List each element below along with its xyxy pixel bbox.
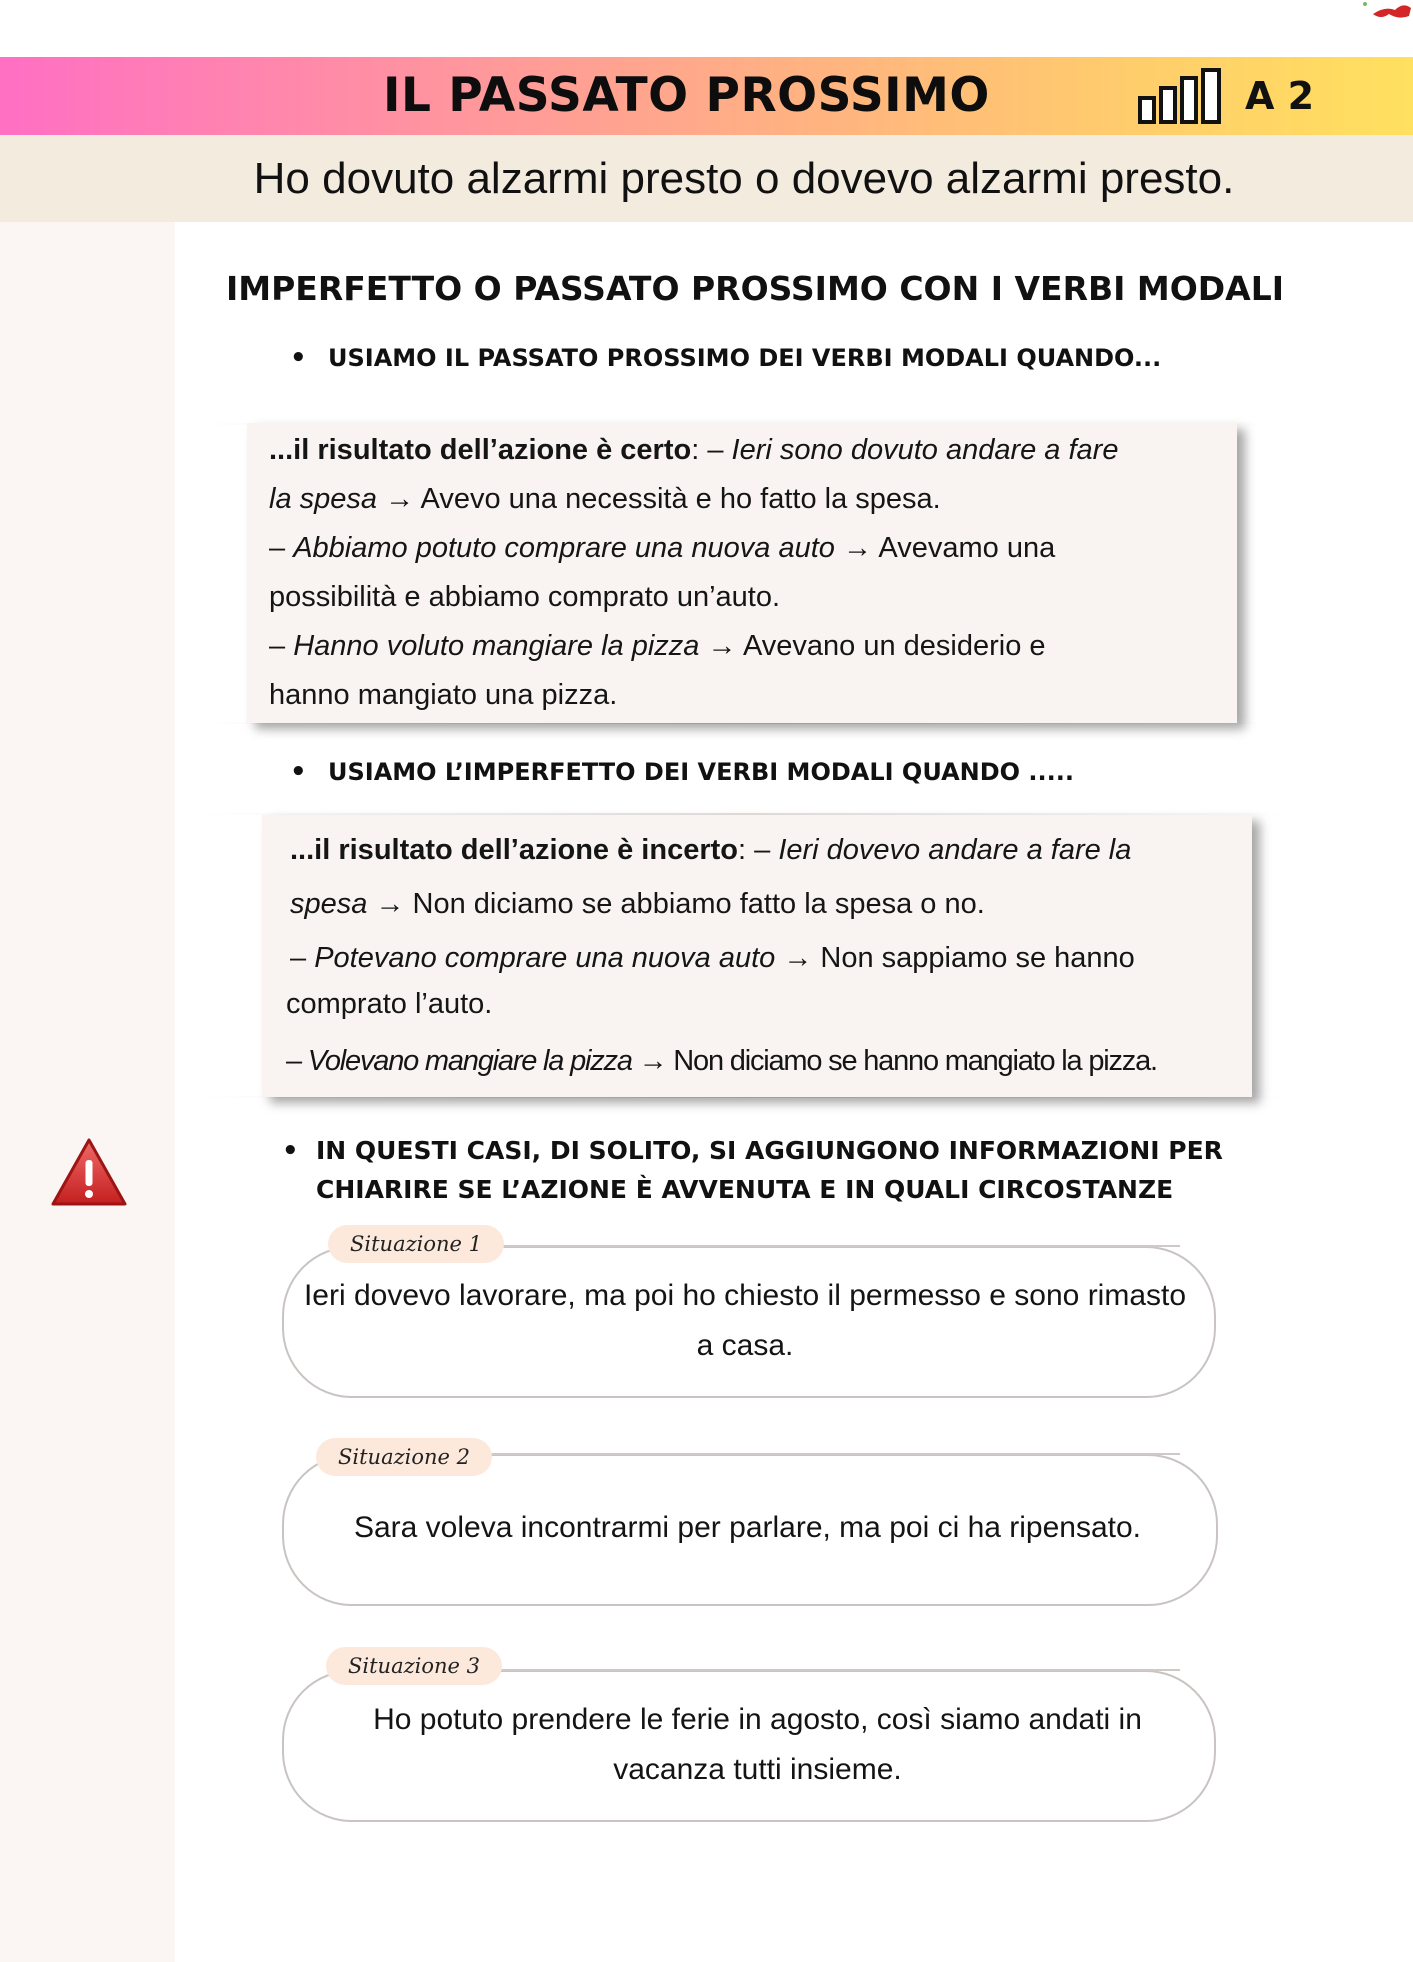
- bullet-dot: •: [290, 757, 307, 787]
- example-box-uncertain: [262, 815, 1252, 1097]
- lead-text: ...il risultato dell’azione è certo: [269, 434, 692, 466]
- page-subtitle: Ho dovuto alzarmi presto o dovevo alzarmi presto.: [253, 154, 1235, 203]
- situation-tag-2: Situazione 2: [316, 1438, 492, 1476]
- example-line: hanno mangiato una pizza.: [269, 679, 618, 711]
- section-title: IMPERFETTO O PASSATO PROSSIMO CON I VERBI MODALI: [226, 269, 1285, 308]
- signal-bars-icon: [1137, 68, 1227, 126]
- example-line: – Abbiamo potuto comprare una nuova auto → Avevamo una: [269, 532, 1056, 564]
- example-line: – Volevano mangiare la pizza → Non diciamo se hanno mangiato la pizza.: [286, 1045, 1157, 1077]
- situation-text-2: Sara voleva incontrarmi per parlare, ma poi ci ha ripensato.: [353, 1511, 1142, 1544]
- tag-line: [490, 1669, 1180, 1671]
- example-line: la spesa → Avevo una necessità e ho fatto la spesa.: [269, 483, 941, 515]
- example-line: ...il risultato dell’azione è incerto: – Ieri dovevo andare a fare la: [290, 834, 1132, 866]
- lead-text: ...il risultato dell’azione è incerto: [290, 834, 738, 866]
- level-label: A 2: [1245, 74, 1315, 118]
- tag-line: [480, 1453, 1180, 1455]
- situation-text-1: Ieri dovevo lavorare, ma poi ho chiesto il permesso e sono rimasto a casa.: [303, 1279, 1187, 1362]
- warning-triangle-icon: [50, 1136, 128, 1208]
- bullet-text: USIAMO IL PASSATO PROSSIMO DEI VERBI MODALI QUANDO...: [328, 344, 1162, 372]
- example-line: possibilità e abbiamo comprato un’auto.: [269, 581, 781, 613]
- corner-logo-icon: [1353, 0, 1413, 22]
- example-line: – Hanno voluto mangiare la pizza → Avevano un desiderio e: [269, 630, 1046, 662]
- example-line: ...il risultato dell’azione è certo: – Ieri sono dovuto andare a fare: [269, 434, 1119, 466]
- situation-tag-3: Situazione 3: [326, 1647, 502, 1685]
- note-line-2: CHIARIRE SE L’AZIONE È AVVENUTA E IN QUALI CIRCOSTANZE: [316, 1175, 1174, 1204]
- example-line: – Potevano comprare una nuova auto → Non sappiamo se hanno: [290, 942, 1135, 974]
- bullet-dot: •: [290, 343, 307, 373]
- tag-line: [480, 1245, 1180, 1247]
- side-strip: [0, 222, 175, 1962]
- example-line: spesa → Non diciamo se abbiamo fatto la spesa o no.: [290, 888, 985, 920]
- bullet-imperfetto: [290, 752, 1074, 792]
- page-title: IL PASSATO PROSSIMO: [383, 68, 990, 123]
- bullet-passato-prossimo: [290, 338, 1161, 378]
- note-line-1: IN QUESTI CASI, DI SOLITO, SI AGGIUNGONO INFORMAZIONI PER: [316, 1136, 1223, 1165]
- example-line: comprato l’auto.: [286, 988, 493, 1020]
- note-bullet: [282, 1132, 1223, 1170]
- bullet-text: USIAMO L’IMPERFETTO DEI VERBI MODALI QUANDO .....: [328, 758, 1074, 786]
- situation-tag-1: Situazione 1: [328, 1225, 504, 1263]
- situation-text-3: Ho potuto prendere le ferie in agosto, così siamo andati in vacanza tutti insieme.: [373, 1703, 1142, 1786]
- example-box-certain: [247, 423, 1237, 723]
- bullet-dot: •: [282, 1136, 299, 1166]
